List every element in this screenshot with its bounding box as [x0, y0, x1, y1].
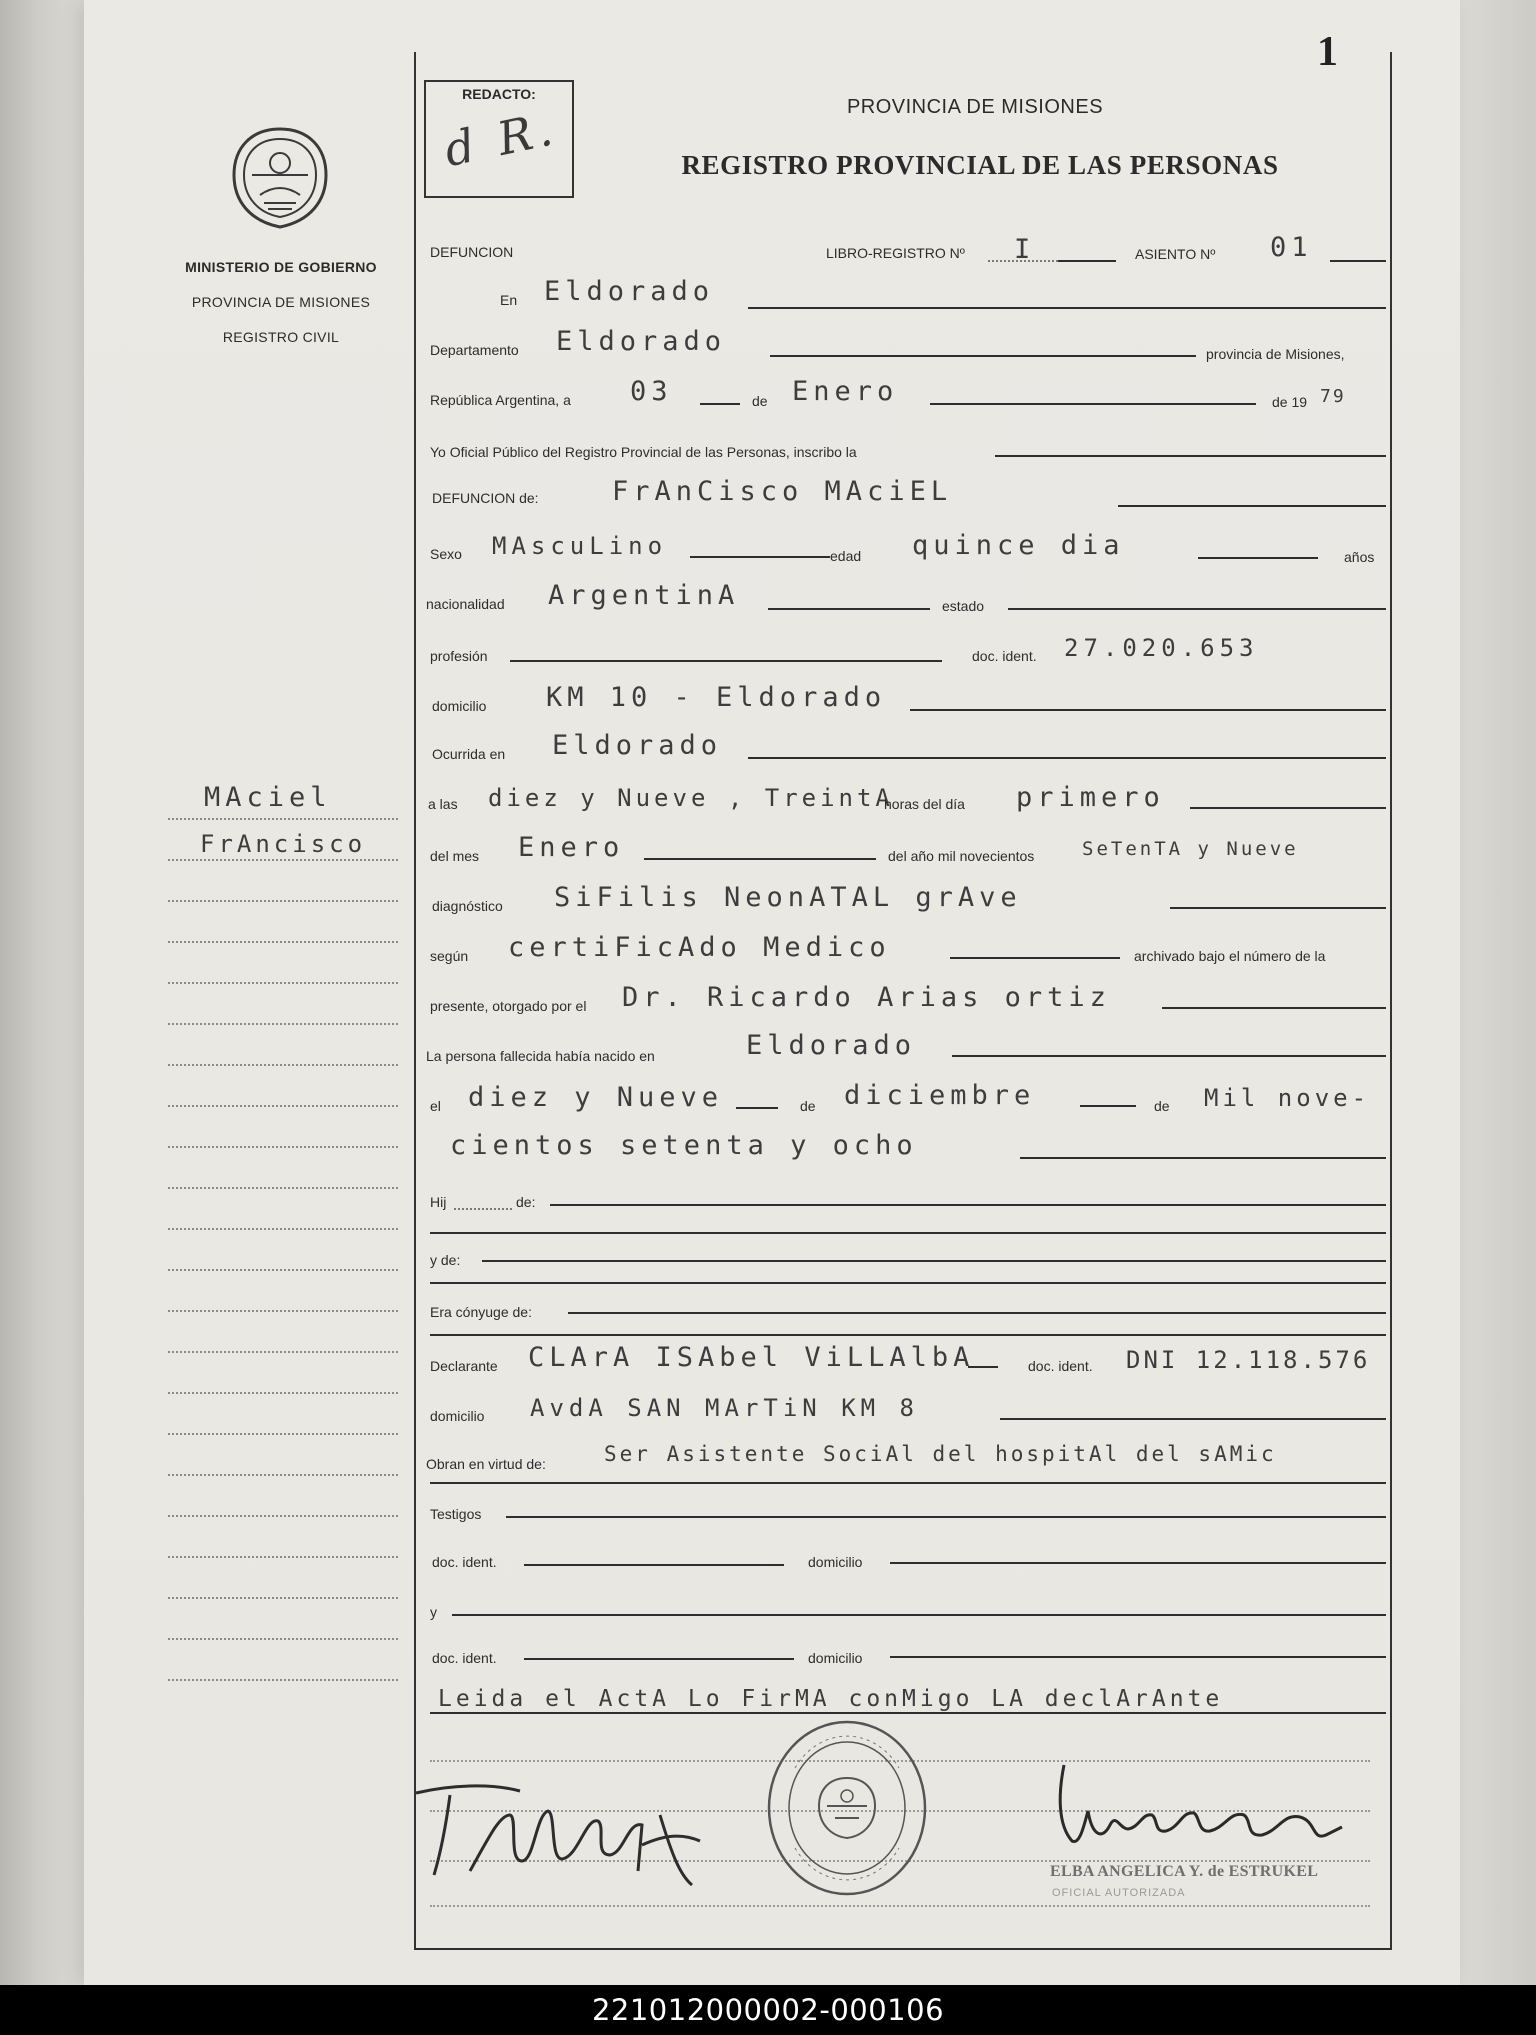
- conyuge-label: Era cónyuge de:: [430, 1304, 532, 1320]
- ministerio-block: [168, 250, 394, 355]
- del-mes-label: del mes: [430, 848, 480, 864]
- hij-label: Hij: [430, 1194, 447, 1210]
- declarante-domicilio-line: [1000, 1418, 1386, 1420]
- margin-line: [168, 1638, 398, 1640]
- y-de-label: y de:: [430, 1252, 461, 1268]
- page-number: 1: [1317, 29, 1338, 75]
- testigo2-domicilio-label: domicilio: [808, 1650, 863, 1666]
- anos-label: años: [1344, 549, 1375, 565]
- registry-title: REGISTRO PROVINCIAL DE LAS PERSONAS: [681, 150, 1279, 180]
- obran-value: Ser Asistente SociAl del hospitAl del sAMic: [604, 1442, 1277, 1466]
- testigo2-doc-label: doc. ident.: [432, 1650, 497, 1666]
- margin-line: [168, 1556, 398, 1558]
- province-title: PROVINCIA DE MISIONES: [846, 96, 1104, 118]
- a-las-label: a las: [428, 796, 458, 812]
- mes-value: Enero: [792, 376, 899, 407]
- segun-line: [950, 957, 1120, 959]
- conyuge-line-2: [430, 1334, 1386, 1336]
- signature-oficial: [1050, 1755, 1350, 1865]
- diagnostico-line: [1170, 907, 1386, 909]
- segun-label: según: [430, 948, 469, 964]
- sexo-line: [690, 556, 830, 558]
- profesion-label: profesión: [430, 648, 488, 664]
- nacido-en-value: Eldorado: [746, 1030, 917, 1061]
- stamp-name: ELBA ANGELICA Y. de ESTRUKEL: [1050, 1863, 1319, 1880]
- diagnostico-value: SiFilis NeonATAL grAve: [554, 882, 1022, 913]
- declarante-domicilio-value: AvdA SAN MArTiN KM 8: [530, 1394, 919, 1422]
- defuncion-de-label: DEFUNCION de:: [432, 490, 539, 506]
- ocurrida-line: [748, 757, 1386, 759]
- testigo1-domicilio-label: domicilio: [808, 1554, 863, 1570]
- hij-line: [550, 1204, 1386, 1206]
- ocurrida-value: Eldorado: [552, 730, 723, 761]
- republica-label: República Argentina, a: [430, 392, 571, 408]
- declarante-label: Declarante: [430, 1358, 498, 1374]
- yo-oficial-label: Yo Oficial Público del Registro Provincial de las Personas, inscribo la: [430, 444, 857, 460]
- sexo-value: MAscuLino: [492, 532, 668, 560]
- en-line: [748, 307, 1386, 309]
- margin-line: [168, 982, 398, 984]
- margin-line: [168, 818, 398, 820]
- testigos-line: [506, 1516, 1386, 1518]
- testigo2-domicilio-line: [890, 1656, 1386, 1658]
- libro-dots: [988, 260, 1058, 262]
- hora-value: diez y Nueve , TreintA: [488, 784, 894, 812]
- testigos-label: Testigos: [430, 1506, 482, 1522]
- de-label-2: de: [800, 1098, 816, 1114]
- margin-line: [168, 1228, 398, 1230]
- nac-ano-line: [1020, 1157, 1386, 1159]
- margin-line: [168, 1433, 398, 1435]
- margin-surname: MAciel: [204, 782, 332, 813]
- archivado-label: archivado bajo el número de la: [1134, 948, 1326, 964]
- nac-dia-line: [736, 1107, 778, 1109]
- doc-value: 27.020.653: [1064, 634, 1259, 662]
- nombre-line: [1118, 505, 1386, 507]
- margin-line: [168, 1187, 398, 1189]
- nac-ano-value-1: Mil nove-: [1204, 1084, 1371, 1112]
- redacto-label: REDACTO:: [462, 86, 536, 102]
- de-label-3: de: [1154, 1098, 1170, 1114]
- margin-given-name: FrAncisco: [200, 830, 367, 858]
- nac-mes-line: [1080, 1105, 1136, 1107]
- presente-label: presente, otorgado por el: [430, 998, 587, 1014]
- libro-value: I: [1014, 234, 1036, 265]
- ministerio-label: MINISTERIO DE GOBIERNO: [185, 259, 377, 275]
- conyuge-line: [568, 1312, 1386, 1314]
- dia-texto-value: primero: [1016, 782, 1165, 813]
- departamento-value: Eldorado: [556, 326, 727, 357]
- nac-ano-value-2: cientos setenta y ocho: [450, 1130, 918, 1161]
- departamento-label: Departamento: [430, 342, 519, 358]
- margin-line: [168, 1146, 398, 1148]
- asiento-value: 01: [1270, 232, 1313, 263]
- margin-line: [168, 900, 398, 902]
- de-label-1: de: [752, 393, 768, 409]
- margin-line: [168, 1474, 398, 1476]
- ano-value: 79: [1320, 386, 1346, 407]
- obran-line: [430, 1482, 1386, 1484]
- cierre-line: [430, 1712, 1386, 1714]
- y-line: [452, 1614, 1386, 1616]
- dia-value: 03: [630, 376, 673, 407]
- ano-texto-value: SeTenTA y Nueve: [1082, 838, 1299, 860]
- bottom-line: [414, 1948, 1390, 1950]
- nacido-en-line: [952, 1055, 1386, 1057]
- dia-line: [700, 403, 740, 405]
- estado-line: [1008, 608, 1386, 610]
- declarante-value: CLArA ISAbel ViLLAlbA: [528, 1342, 975, 1373]
- declarante-line: [968, 1366, 998, 1368]
- mes-line: [930, 403, 1256, 405]
- footer-id-bar: 221012000002-000106: [0, 1985, 1536, 2035]
- margin-line: [168, 1679, 398, 1681]
- doc-ident-label: doc. ident.: [972, 648, 1037, 664]
- yo-oficial-line: [995, 455, 1386, 457]
- margin-line: [168, 1105, 398, 1107]
- hij-line-2: [430, 1232, 1386, 1234]
- ocurrida-label: Ocurrida en: [432, 746, 506, 762]
- declarante-domicilio-label: domicilio: [430, 1408, 485, 1424]
- el-label: el: [430, 1098, 441, 1114]
- margin-line: [168, 1269, 398, 1271]
- en-label: En: [500, 292, 518, 308]
- sexo-label: Sexo: [430, 546, 462, 562]
- margin-line: [168, 859, 398, 861]
- y-de-line-2: [430, 1282, 1386, 1284]
- margin-line: [168, 1392, 398, 1394]
- nacionalidad-line: [768, 608, 930, 610]
- segun-value: certiFicAdo Medico: [508, 932, 891, 963]
- redacto-initials: d R.: [439, 100, 562, 178]
- declarante-doc-value: DNI 12.118.576: [1126, 1346, 1371, 1374]
- declarante-doc-label: doc. ident.: [1028, 1358, 1093, 1374]
- nac-mes-value: diciembre: [844, 1080, 1036, 1111]
- medico-value: Dr. Ricardo Arias ortiz: [622, 982, 1111, 1013]
- horas-dia-label: horas del día: [884, 796, 965, 812]
- defuncion-label: DEFUNCION: [430, 244, 514, 260]
- margin-line: [168, 1023, 398, 1025]
- asiento-line: [1330, 260, 1386, 262]
- firma-dots-4: [430, 1905, 1370, 1907]
- nacionalidad-value: ArgentinA: [548, 580, 740, 611]
- diagnostico-label: diagnóstico: [432, 898, 503, 914]
- nac-dia-value: diez y Nueve: [468, 1082, 724, 1113]
- domicilio-line: [910, 709, 1386, 711]
- libro-line: [1058, 260, 1116, 262]
- testigo2-doc-line: [524, 1658, 794, 1660]
- libro-label: LIBRO-REGISTRO Nº: [826, 245, 965, 261]
- domicilio-value: KM 10 - Eldorado: [546, 682, 887, 713]
- edad-label: edad: [830, 548, 862, 564]
- provincia-label: PROVINCIA DE MISIONES: [191, 294, 371, 310]
- mes-texto-line: [644, 858, 876, 860]
- y-label: y: [430, 1604, 437, 1620]
- margin-line: [168, 1515, 398, 1517]
- margin-line: [168, 1597, 398, 1599]
- obran-label: Obran en virtud de:: [426, 1456, 546, 1472]
- de-1979-label: de 19: [1272, 394, 1308, 410]
- dia-texto-line: [1190, 807, 1386, 809]
- domicilio-label: domicilio: [432, 698, 487, 714]
- provincia-misiones-label: provincia de Misiones,: [1206, 346, 1345, 362]
- estado-label: estado: [942, 598, 985, 614]
- stamp-subtitle: OFICIAL AUTORIZADA: [1052, 1887, 1186, 1899]
- nacido-en-label: La persona fallecida había nacido en: [426, 1048, 655, 1064]
- testigo1-doc-line: [524, 1564, 784, 1566]
- asiento-label: ASIENTO Nº: [1135, 246, 1216, 262]
- margin-line: [168, 1351, 398, 1353]
- nombre-value: FrAnCisco MAciEL: [612, 476, 953, 507]
- mes-texto-value: Enero: [518, 832, 625, 863]
- margin-line: [168, 1310, 398, 1312]
- provincial-emblem-icon: [230, 125, 330, 231]
- edad-line: [1198, 557, 1318, 559]
- testigo1-domicilio-line: [890, 1562, 1386, 1564]
- hij-dots: [454, 1208, 512, 1210]
- cierre-text: Leida el ActA Lo FirMA conMigo LA declArAnte: [438, 1686, 1224, 1712]
- hij-de-label: de:: [516, 1194, 536, 1210]
- departamento-line: [770, 355, 1196, 357]
- medico-line: [1162, 1007, 1386, 1009]
- y-de-line: [482, 1260, 1386, 1262]
- edad-value: quince dia: [912, 530, 1125, 561]
- registro-civil-label: REGISTRO CIVIL: [222, 329, 340, 345]
- profesion-line: [510, 660, 942, 662]
- margin-line: [168, 1064, 398, 1066]
- en-value: Eldorado: [544, 276, 715, 307]
- nacionalidad-label: nacionalidad: [426, 596, 505, 612]
- margin-line: [168, 941, 398, 943]
- testigo1-doc-label: doc. ident.: [432, 1554, 497, 1570]
- official-seal-icon: [765, 1718, 930, 1898]
- del-ano-label: del año mil novecientos: [888, 848, 1035, 864]
- signature-declarante: [410, 1775, 740, 1895]
